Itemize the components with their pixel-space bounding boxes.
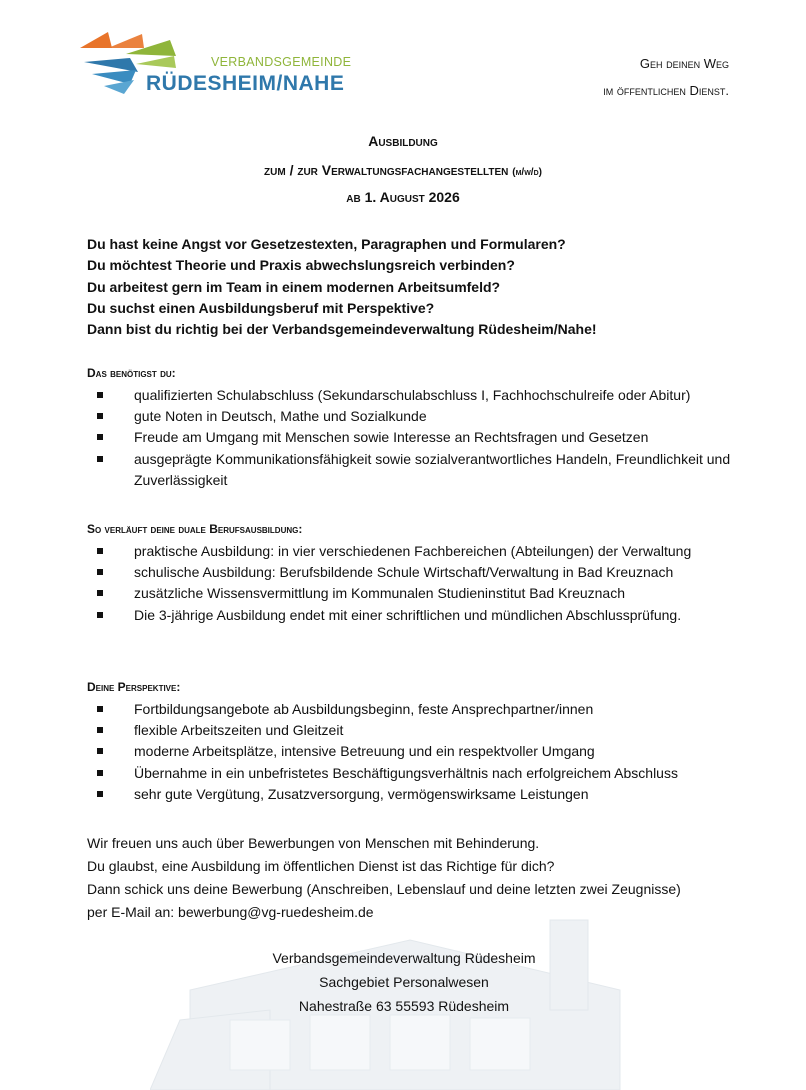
bullet-icon	[97, 612, 103, 618]
bullet-icon	[97, 791, 103, 797]
list-item: qualifizierten Schulabschluss (Sekundarschulabschluss I, Fachhochschulreife oder Abitur)	[87, 385, 747, 406]
training-list	[87, 541, 747, 626]
intro-line: Du möchtest Theorie und Praxis abwechslungsreich verbinden?	[87, 257, 515, 274]
address-line: Sachgebiet Personalwesen	[319, 974, 489, 990]
email-line: per E-Mail an: bewerbung@vg-ruedesheim.de	[87, 904, 374, 920]
list-item: sehr gute Vergütung, Zusatzversorgung, vermögenswirksame Leistungen	[87, 784, 747, 805]
contact-address	[0, 946, 806, 1018]
list-item: Die 3-jährige Ausbildung endet mit einer schriftlichen und mündlichen Abschlussprüfung.	[87, 605, 747, 626]
address-line: Verbandsgemeindeverwaltung Rüdesheim	[272, 950, 536, 966]
position-title-text: zum / zur Verwaltungsfachangestellten	[264, 162, 509, 178]
section-heading: Das benötigst du:	[87, 366, 176, 380]
tagline	[603, 50, 729, 104]
intro-line: Du arbeitest gern im Team in einem modernen Arbeitsumfeld?	[87, 278, 501, 295]
bullet-icon	[97, 770, 103, 776]
bullet-icon	[97, 392, 103, 398]
list-item: Übernahme in ein unbefristetes Beschäftigungsverhältnis nach erfolgreichem Abschluss	[87, 763, 747, 784]
training-section	[87, 522, 747, 626]
intro-line: Du suchst einen Ausbildungsberuf mit Perspektive?	[87, 299, 435, 316]
intro-questions	[87, 234, 747, 340]
perspective-section	[87, 680, 747, 805]
requirements-section	[87, 366, 747, 491]
bullet-icon	[97, 456, 103, 462]
section-heading: So verläuft deine duale Berufsausbildung:	[87, 522, 303, 536]
start-date: ab 1. August 2026	[346, 189, 460, 205]
bullet-icon	[97, 748, 103, 754]
page-title: Ausbildung	[368, 133, 438, 149]
closing-line: Wir freuen uns auch über Bewerbungen von Menschen mit Behinderung.	[87, 835, 540, 851]
logo-title: RÜDESHEIM/NAHE	[146, 72, 345, 95]
list-item: flexible Arbeitszeiten und Gleitzeit	[87, 720, 747, 741]
list-item: gute Noten in Deutsch, Mathe und Sozialkunde	[87, 406, 747, 427]
tagline-line: Geh deinen Weg	[639, 56, 729, 71]
position-title	[0, 162, 806, 178]
closing-line: Dann schick uns deine Bewerbung (Anschreiben, Lebenslauf und deine letzten zwei Zeugnisse)	[87, 881, 681, 897]
list-item: zusätzliche Wissensvermittlung im Kommunalen Studieninstitut Bad Kreuznach	[87, 583, 747, 604]
logo-subtitle: VERBANDSGEMEINDE	[211, 55, 352, 69]
bullet-icon	[97, 727, 103, 733]
list-item: Fortbildungsangebote ab Ausbildungsbeginn, feste Ansprechpartner/innen	[87, 699, 747, 720]
vg-ruedesheim-logo	[78, 28, 352, 100]
list-item: ausgeprägte Kommunikationsfähigkeit sowie sozialverantwortliches Handeln, Freundlichkeit und Zuverlässigkeit	[87, 449, 747, 491]
list-item: Freude am Umgang mit Menschen sowie Interesse an Rechtsfragen und Gesetzen	[87, 427, 747, 448]
closing-text	[87, 832, 747, 924]
list-item: moderne Arbeitsplätze, intensive Betreuung und ein respektvoller Umgang	[87, 741, 747, 762]
bullet-icon	[97, 706, 103, 712]
closing-line: Du glaubst, eine Ausbildung im öffentlichen Dienst ist das Richtige für dich?	[87, 858, 555, 874]
bullet-icon	[97, 434, 103, 440]
address-line: Nahestraße 63 55593 Rüdesheim	[298, 998, 510, 1014]
bullet-icon	[97, 548, 103, 554]
intro-line: Dann bist du richtig bei der Verbandsgemeindeverwaltung Rüdesheim/Nahe!	[87, 321, 597, 338]
bullet-icon	[97, 590, 103, 596]
perspective-list	[87, 699, 747, 805]
bullet-icon	[97, 413, 103, 419]
tagline-line: im öffentlichen Dienst.	[603, 83, 729, 98]
bullet-icon	[97, 569, 103, 575]
list-item: schulische Ausbildung: Berufsbildende Schule Wirtschaft/Verwaltung in Bad Kreuznach	[87, 562, 747, 583]
list-item: praktische Ausbildung: in vier verschiedenen Fachbereichen (Abteilungen) der Verwaltung	[87, 541, 747, 562]
requirements-list	[87, 385, 747, 491]
gender-suffix: (m/w/d)	[512, 167, 542, 178]
intro-line: Du hast keine Angst vor Gesetzestexten, Paragraphen und Formularen?	[87, 236, 566, 252]
section-heading: Deine Perspektive:	[87, 680, 181, 694]
